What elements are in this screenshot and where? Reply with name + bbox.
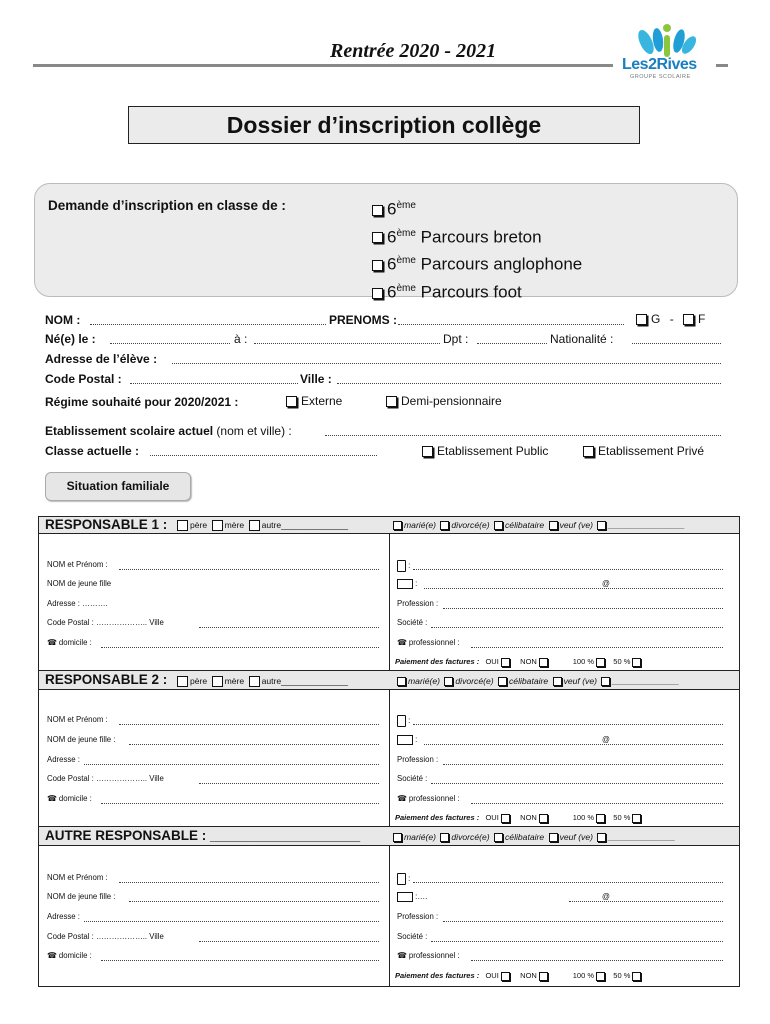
checkbox-oui[interactable] (501, 814, 510, 823)
checkbox-autre[interactable] (249, 520, 260, 531)
checkbox-non[interactable] (539, 972, 548, 981)
nationalite-label: Nationalité : (550, 332, 614, 346)
checkbox-celibataire[interactable] (498, 677, 507, 686)
resp1-email: : (397, 579, 417, 589)
resp1-at: @ (602, 579, 610, 588)
responsable-2-parent-options: père mère autre______________ (175, 676, 348, 687)
phone-icon: ☎ (397, 951, 409, 960)
etab-public-option[interactable]: Etablissement Public (422, 444, 548, 458)
header-rule-right (716, 64, 728, 67)
responsable-1-title: RESPONSABLE 1 : (45, 517, 168, 532)
resp3-domicile: ☎ domicile : (47, 951, 92, 960)
ne-le-label: Né(e) le : (45, 332, 96, 346)
phone-icon: ☎ (47, 951, 59, 960)
resp3-ville-field[interactable] (199, 941, 379, 942)
resp1-profession-field[interactable] (443, 608, 723, 609)
demi-pension-option[interactable]: Demi-pensionnaire (386, 394, 502, 408)
checkbox-icon[interactable] (286, 396, 297, 407)
checkbox-pere[interactable] (177, 676, 188, 687)
checkbox-divorce[interactable] (440, 521, 449, 530)
resp2-professionnel-field[interactable] (471, 803, 723, 804)
resp2-nom-prenom: NOM et Prénom : (47, 715, 108, 724)
autre-responsable-section (38, 826, 740, 987)
email-icon (397, 735, 413, 745)
checkbox-icon[interactable] (372, 205, 383, 216)
demande-options (372, 194, 582, 305)
checkbox-icon[interactable] (372, 288, 383, 299)
resp1-email-field[interactable] (424, 588, 723, 589)
checkbox-other[interactable] (601, 677, 610, 686)
resp3-nom-prenom: NOM et Prénom : (47, 873, 108, 882)
demande-label: Demande d’inscription en classe de : (48, 198, 286, 213)
checkbox-100[interactable] (596, 972, 605, 981)
resp2-nom-prenom-field[interactable] (119, 724, 379, 725)
option-6eme-breton[interactable]: 6ème Parcours breton (372, 222, 582, 250)
resp1-profession: Profession : (397, 599, 439, 608)
regime-label: Régime souhaité pour 2020/2021 : (45, 395, 239, 409)
checkbox-celibataire[interactable] (494, 521, 503, 530)
checkbox-other[interactable] (597, 521, 606, 530)
resp1-mobile-field[interactable] (413, 569, 723, 570)
resp2-at: @ (602, 735, 610, 744)
responsable-2-title: RESPONSABLE 2 : (45, 672, 168, 687)
resp3-mobile-field[interactable] (413, 882, 723, 883)
logo-subtext: GROUPE SCOLAIRE (630, 74, 691, 80)
externe-option[interactable]: Externe (286, 394, 342, 408)
nationalite-field[interactable] (632, 343, 721, 344)
checkbox-pere[interactable] (177, 520, 188, 531)
adresse-eleve-label: Adresse de l’élève : (45, 352, 158, 366)
resp2-ville-field[interactable] (199, 783, 379, 784)
ville-label: Ville : (300, 372, 332, 386)
resp2-email: : (397, 735, 417, 745)
checkbox-50[interactable] (632, 814, 641, 823)
checkbox-oui[interactable] (501, 658, 510, 667)
resp3-adresse-field[interactable] (84, 921, 379, 922)
email-icon (397, 892, 413, 902)
checkbox-100[interactable] (596, 658, 605, 667)
school-logo (618, 22, 713, 82)
checkbox-non[interactable] (539, 814, 548, 823)
column-divider (389, 534, 390, 670)
resp3-nom-prenom-field[interactable] (119, 882, 379, 883)
checkbox-veuf[interactable] (553, 677, 562, 686)
phone-icon: ☎ (47, 794, 59, 803)
checkbox-50[interactable] (632, 658, 641, 667)
document-title: Dossier d’inscription collège (226, 112, 542, 138)
classe-actuelle-label: Classe actuelle : (45, 444, 140, 458)
resp2-societe: Société : (397, 774, 428, 783)
situation-familiale-label: Situation familiale (66, 479, 170, 493)
resp1-nom-jeune-fille: NOM de jeune fille (47, 579, 112, 588)
resp3-email: :…. (397, 892, 427, 902)
a-field[interactable] (254, 343, 440, 344)
resp1-adresse: Adresse : ………. (47, 599, 108, 608)
resp1-code-postal: Code Postal : ……………….. Ville (47, 618, 164, 627)
responsable-2-section (38, 670, 740, 828)
resp2-email-field[interactable] (424, 744, 723, 745)
resp2-domicile: ☎ domicile : (47, 794, 92, 803)
nom-label: NOM : (45, 313, 81, 327)
ville-field[interactable] (337, 383, 721, 384)
resp3-nom-jeune-fille: NOM de jeune fille : (47, 892, 116, 901)
resp2-profession-field[interactable] (443, 764, 723, 765)
checkbox-veuf[interactable] (549, 521, 558, 530)
checkbox-mere[interactable] (212, 520, 223, 531)
dpt-label: Dpt : (443, 332, 469, 346)
checkbox-divorce[interactable] (440, 833, 449, 842)
checkbox-icon[interactable] (422, 446, 433, 457)
resp3-at: @ (602, 892, 610, 901)
resp1-professionnel: ☎ professionnel : (397, 638, 460, 647)
checkbox-non[interactable] (539, 658, 548, 667)
adresse-eleve-field[interactable] (172, 363, 721, 364)
header-rule (33, 64, 613, 67)
mobile-phone-icon (397, 715, 406, 727)
code-postal-label: Code Postal : (45, 372, 122, 386)
column-divider (389, 690, 390, 827)
option-6eme-anglophone[interactable]: 6ème Parcours anglophone (372, 249, 582, 277)
responsable-1-marital-options: marié(e) divorcé(e) célibataire veuf (ve) ________________ (391, 520, 685, 530)
checkbox-icon[interactable] (372, 260, 383, 271)
nom-field[interactable] (90, 324, 326, 325)
checkbox-icon[interactable] (372, 232, 383, 243)
resp1-domicile: ☎ domicile : (47, 638, 92, 647)
checkbox-divorce[interactable] (444, 677, 453, 686)
resp3-professionnel-field[interactable] (471, 960, 723, 961)
resp2-societe-field[interactable] (431, 783, 723, 784)
etablissement-field[interactable] (325, 435, 721, 436)
checkbox-f[interactable] (683, 314, 694, 325)
checkbox-celibataire[interactable] (494, 833, 503, 842)
checkbox-marie[interactable] (393, 833, 402, 842)
resp2-nom-jeune-fille-field[interactable] (129, 744, 379, 745)
etab-prive-option[interactable]: Etablissement Privé (583, 444, 704, 458)
resp2-mobile: : (397, 715, 410, 727)
column-divider (389, 846, 390, 986)
resp2-adresse-field[interactable] (84, 764, 379, 765)
resp3-societe-field[interactable] (431, 941, 723, 942)
email-icon (397, 579, 413, 589)
resp2-nom-jeune-fille: NOM de jeune fille : (47, 735, 116, 744)
mobile-phone-icon (397, 873, 406, 885)
autre-responsable-marital-options: marié(e) divorcé(e) célibataire veuf (ve) ______________ (391, 832, 675, 842)
checkbox-other[interactable] (597, 833, 606, 842)
resp3-professionnel: ☎ professionnel : (397, 951, 460, 960)
checkbox-50[interactable] (632, 972, 641, 981)
resp3-domicile-field[interactable] (101, 960, 379, 961)
code-postal-field[interactable] (130, 383, 298, 384)
prenoms-field[interactable] (398, 324, 624, 325)
checkbox-autre[interactable] (249, 676, 260, 687)
resp3-profession: Profession : (397, 912, 439, 921)
ne-le-field[interactable] (110, 343, 230, 344)
phone-icon: ☎ (397, 794, 409, 803)
resp2-code-postal: Code Postal : ……………….. Ville (47, 774, 164, 783)
situation-familiale-button[interactable] (45, 472, 191, 501)
checkbox-100[interactable] (596, 814, 605, 823)
resp2-adresse: Adresse : (47, 755, 80, 764)
resp2-mobile-field[interactable] (413, 724, 723, 725)
checkbox-icon[interactable] (583, 446, 594, 457)
checkbox-marie[interactable] (393, 521, 402, 530)
resp2-professionnel: ☎ professionnel : (397, 794, 460, 803)
resp3-profession-field[interactable] (443, 921, 723, 922)
resp1-domicile-field[interactable] (101, 647, 379, 648)
resp3-adresse: Adresse : (47, 912, 80, 921)
resp3-mobile: : (397, 873, 410, 885)
responsable-2-marital-options: marié(e) divorcé(e) célibataire veuf (ve) ______________ (395, 676, 679, 686)
resp1-mobile: : (397, 560, 410, 572)
dpt-field[interactable] (477, 343, 547, 344)
resp2-domicile-field[interactable] (101, 803, 379, 804)
resp1-nom-prenom-field[interactable] (119, 569, 379, 570)
classe-actuelle-field[interactable] (150, 455, 377, 456)
phone-icon: ☎ (47, 638, 59, 647)
a-label: à : (234, 332, 248, 346)
gender-options: G - F (636, 312, 705, 326)
option-6eme[interactable]: 6ème (372, 194, 582, 222)
responsable-1-section (38, 516, 740, 672)
mobile-phone-icon (397, 560, 406, 572)
resp3-nom-jeune-fille-field[interactable] (129, 901, 379, 902)
option-6eme-foot[interactable]: 6ème Parcours foot (372, 277, 582, 305)
resp1-societe: Société : (397, 618, 428, 627)
checkbox-mere[interactable] (212, 676, 223, 687)
checkbox-oui[interactable] (501, 972, 510, 981)
resp1-societe-field[interactable] (431, 627, 723, 628)
checkbox-g[interactable] (636, 314, 647, 325)
etablissement-label: Etablissement scolaire actuel (nom et ville) : (45, 424, 292, 438)
resp2-profession: Profession : (397, 755, 439, 764)
resp3-code-postal: Code Postal : ……………….. Ville (47, 932, 164, 941)
autre-responsable-title: AUTRE RESPONSABLE : ____________________ (45, 828, 361, 843)
responsable-1-parent-options: père mère autre______________ (175, 520, 348, 531)
resp3-societe: Société : (397, 932, 428, 941)
resp3-email-field[interactable] (569, 901, 723, 902)
document-title-box (128, 106, 640, 144)
checkbox-marie[interactable] (397, 677, 406, 686)
resp2-paiement: Paiement des factures : OUI NON 100 % 50 % (395, 813, 643, 823)
header-title: Rentrée 2020 - 2021 (330, 40, 497, 62)
prenoms-label: PRENOMS : (329, 313, 398, 327)
resp1-nom-prenom: NOM et Prénom : (47, 560, 108, 569)
resp1-professionnel-field[interactable] (471, 647, 723, 648)
resp1-ville-field[interactable] (199, 627, 379, 628)
checkbox-veuf[interactable] (549, 833, 558, 842)
phone-icon: ☎ (397, 638, 409, 647)
resp3-paiement: Paiement des factures : OUI NON 100 % 50 % (395, 971, 643, 981)
logo-text: Les2Rives (622, 56, 697, 73)
checkbox-icon[interactable] (386, 396, 397, 407)
resp1-paiement: Paiement des factures : OUI NON 100 % 50 % (395, 657, 643, 667)
